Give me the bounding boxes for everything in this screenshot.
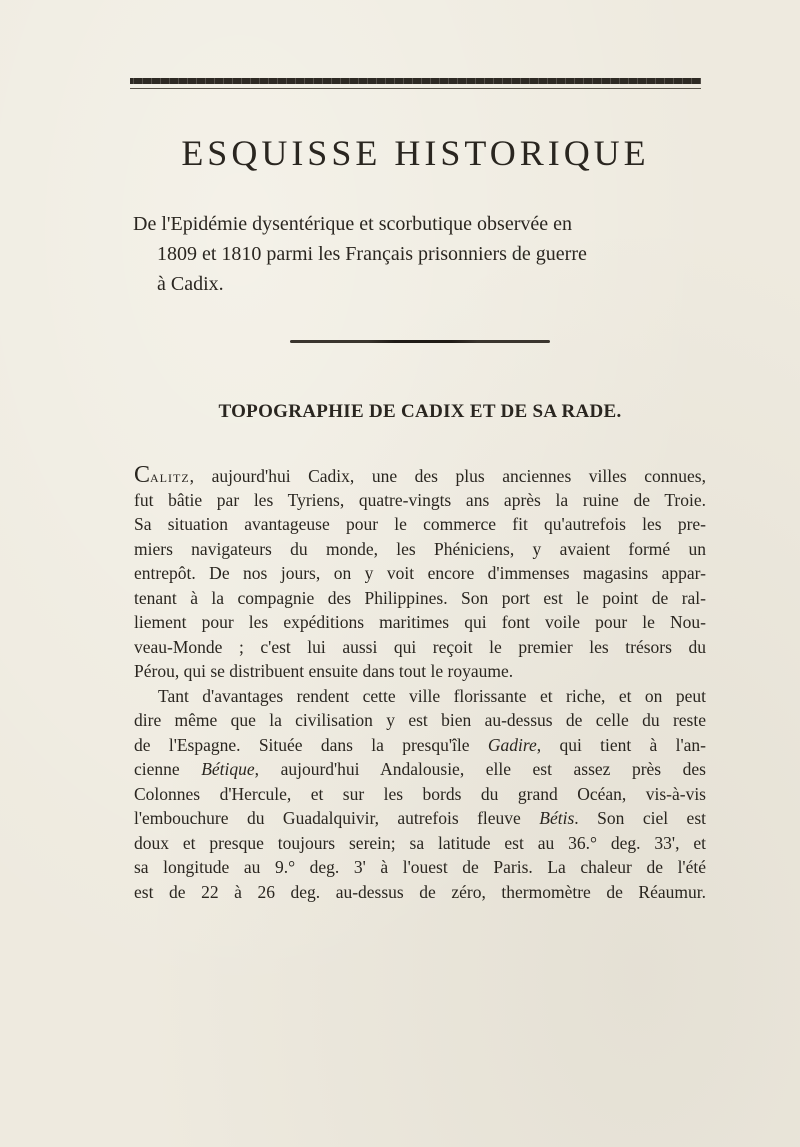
paragraph-2-line: est de 22 à 26 deg. au-dessus de zéro, thermomètre de Réaumur.	[134, 881, 706, 902]
paragraph-1-line: veau-Monde ; c'est lui aussi qui reçoit le premier les trésors du	[134, 636, 706, 657]
top-decorative-rule	[130, 78, 701, 84]
small-caps-word: alitz	[150, 466, 190, 486]
paragraph-1-line: Pérou, qui se distribuent ensuite dans tout le royaume.	[134, 661, 514, 681]
paragraph-1-line: entrepôt. De nos jours, on y voit encore d'immenses magasins appar-	[134, 563, 706, 583]
page-title: ESQUISSE HISTORIQUE	[181, 133, 650, 173]
text-segment: l'embouchure du Guadalquivir, autrefois fleuve	[134, 808, 540, 828]
paragraph-2-line	[134, 806, 706, 831]
paragraph-1-line: miers navigateurs du monde, les Phéniciens, y avaient formé un	[134, 538, 706, 559]
paragraph-2-line: dire même que la civilisation y est bien au-dessus de celle du reste	[134, 710, 706, 730]
text-segment: , aujourd'hui Andalousie, elle est assez près des	[254, 759, 706, 779]
paragraph-1-line	[134, 463, 706, 488]
drop-cap: C	[134, 462, 151, 488]
subtitle-line-3: à Cadix.	[157, 273, 224, 295]
paragraph-2-line: Colonnes d'Hercule, et sur les bords du grand Océan, vis-à-vis	[134, 783, 706, 804]
paragraph-2-line: Tant d'avantages rendent cette ville florissante et riche, et on peut	[158, 685, 706, 706]
paragraph-1-line: liement pour les expéditions maritimes qui font voile pour le Nou-	[134, 612, 706, 632]
section-divider-rule	[290, 340, 550, 343]
top-thin-rule	[130, 88, 701, 89]
paragraph-1-line: Sa situation avantageuse pour le commerce fit qu'autrefois les pre-	[134, 514, 706, 534]
paragraph-1-line: fut bâtie par les Tyriens, quatre-vingts ans après la ruine de Troie.	[134, 489, 706, 510]
subtitle-line-1: De l'Epidémie dysentérique et scorbutique observée en	[133, 213, 573, 235]
italic-place-name: Gadire	[487, 734, 537, 755]
paragraph-2-line	[134, 733, 706, 758]
paragraph-1-line: tenant à la compagnie des Philippines. Son port est le point de ral-	[134, 587, 706, 608]
paragraph-2-line: sa longitude au 9.° deg. 3' à l'ouest de Paris. La chaleur de l'été	[134, 857, 706, 877]
text-segment: , qui tient à l'an-	[536, 734, 706, 755]
body-text	[134, 463, 706, 904]
paragraph-2-line	[134, 757, 706, 782]
text-segment: cienne	[134, 759, 202, 779]
italic-place-name: Bétis	[539, 808, 575, 828]
text-segment: de l'Espagne. Située dans la presqu'île	[134, 734, 488, 755]
italic-place-name: Bétique	[201, 759, 255, 779]
subtitle-line-2: 1809 et 1810 parmi les Français prisonniers de guerre	[157, 243, 587, 265]
subtitle	[133, 209, 713, 299]
section-heading: TOPOGRAPHIE DE CADIX ET DE SA RADE.	[218, 401, 622, 422]
first-line-text: , aujourd'hui Cadix, une des plus anciennes villes connues,	[189, 466, 706, 486]
paragraph-2-line: doux et presque toujours serein; sa latitude est au 36.° deg. 33', et	[134, 832, 706, 853]
text-segment: . Son ciel est	[574, 808, 706, 828]
